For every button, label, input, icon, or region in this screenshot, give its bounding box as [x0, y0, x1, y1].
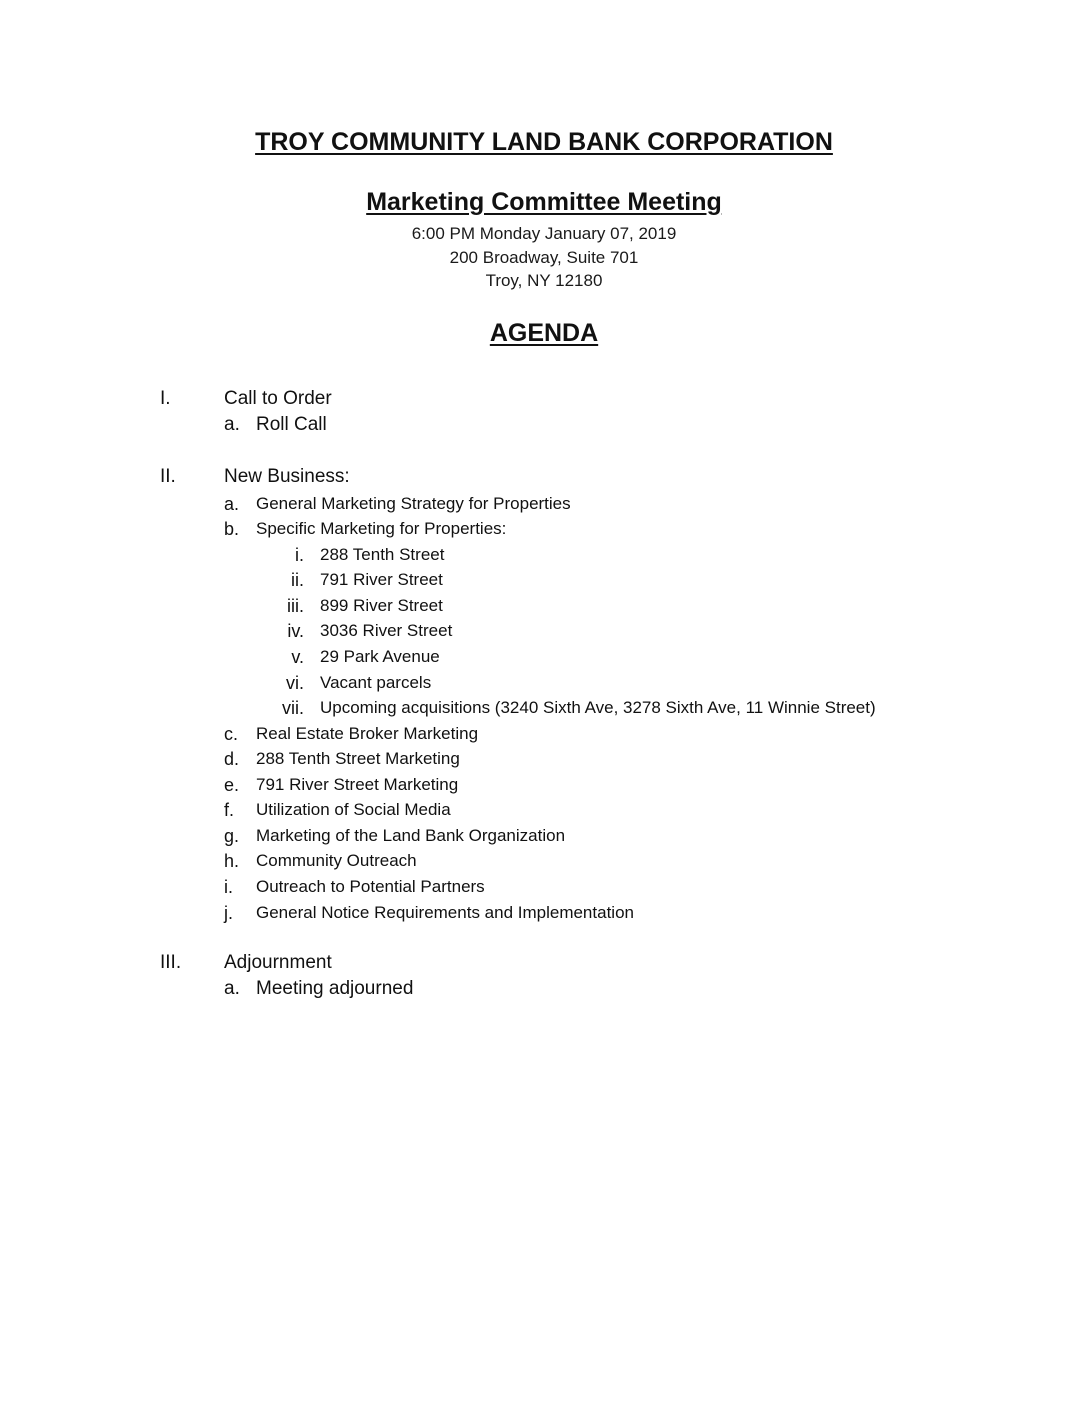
item-marker: a.: [224, 494, 240, 514]
subitem-marker: vi.: [286, 673, 304, 693]
item-label: Community Outreach: [256, 851, 417, 870]
item-label: Meeting adjourned: [256, 978, 414, 999]
section-title: Call to Order: [224, 388, 332, 409]
subitem-marker: iii.: [287, 596, 304, 616]
subitem-label: 288 Tenth Street: [320, 545, 445, 564]
agenda-item: [0, 494, 1088, 520]
item-marker: a.: [224, 978, 240, 999]
section-number: III.: [160, 952, 182, 973]
agenda-subitem: [0, 698, 1088, 724]
section-title: New Business:: [224, 466, 350, 487]
item-label: 288 Tenth Street Marketing: [256, 749, 460, 768]
agenda-item: [0, 800, 1088, 826]
item-marker: j.: [224, 903, 233, 923]
item-marker: h.: [224, 851, 240, 871]
item-marker: d.: [224, 749, 240, 769]
agenda-item: [0, 826, 1088, 852]
subitem-label: 899 River Street: [320, 596, 443, 615]
item-label: Real Estate Broker Marketing: [256, 724, 479, 743]
agenda-section-3: [0, 952, 1088, 978]
agenda-subitem: [0, 621, 1088, 647]
item-label: General Notice Requirements and Implementation: [256, 903, 634, 922]
agenda-heading: AGENDA: [489, 319, 599, 347]
subitem-marker: ii.: [291, 570, 304, 590]
agenda-subitem: [0, 545, 1088, 571]
item-marker: e.: [224, 775, 240, 795]
meeting-address: 200 Broadway, Suite 701: [449, 248, 639, 267]
agenda-subitem: [0, 673, 1088, 699]
item-label: 791 River Street Marketing: [256, 775, 459, 794]
agenda-item: [0, 851, 1088, 877]
item-marker: c.: [224, 724, 239, 744]
item-marker: b.: [224, 519, 240, 539]
organization-title: TROY COMMUNITY LAND BANK CORPORATION: [255, 128, 833, 156]
agenda-item: [0, 775, 1088, 801]
item-label: Outreach to Potential Partners: [256, 877, 485, 896]
section-number: II.: [160, 466, 176, 487]
item-marker: f.: [224, 800, 235, 820]
meeting-title: Marketing Committee Meeting: [366, 188, 722, 216]
subitem-label: Upcoming acquisitions (3240 Sixth Ave, 3278 Sixth Ave, 11 Winnie Street): [320, 698, 876, 717]
agenda-subitem: [0, 647, 1088, 673]
item-label: Roll Call: [256, 414, 327, 435]
item-marker: i.: [224, 877, 233, 897]
section-number: I.: [160, 388, 171, 409]
agenda-item: [0, 978, 1088, 1004]
subitem-marker: i.: [295, 545, 304, 565]
agenda-section-1: [0, 388, 1088, 414]
agenda-item: [0, 877, 1088, 903]
meeting-city: Troy, NY 12180: [485, 271, 603, 290]
agenda-item: [0, 903, 1088, 929]
item-label: Utilization of Social Media: [256, 800, 451, 819]
subitem-label: 29 Park Avenue: [320, 647, 440, 666]
item-label: Marketing of the Land Bank Organization: [256, 826, 566, 845]
agenda-section-2: [0, 466, 1088, 492]
subitem-label: 791 River Street: [320, 570, 443, 589]
subitem-marker: vii.: [282, 698, 304, 718]
subitem-label: 3036 River Street: [320, 621, 453, 640]
item-marker: g.: [224, 826, 240, 846]
item-label: General Marketing Strategy for Properties: [256, 494, 571, 513]
subitem-marker: v.: [291, 647, 304, 667]
agenda-subitem: [0, 570, 1088, 596]
item-marker: a.: [224, 414, 240, 435]
agenda-subitem: [0, 596, 1088, 622]
agenda-item: [0, 724, 1088, 750]
item-label: Specific Marketing for Properties:: [256, 519, 507, 538]
agenda-item: [0, 414, 1088, 440]
meeting-time: 6:00 PM Monday January 07, 2019: [411, 224, 677, 243]
agenda-item: [0, 749, 1088, 775]
agenda-item: [0, 519, 1088, 545]
section-title: Adjournment: [224, 952, 332, 973]
subitem-marker: iv.: [287, 621, 304, 641]
subitem-label: Vacant parcels: [320, 673, 432, 692]
